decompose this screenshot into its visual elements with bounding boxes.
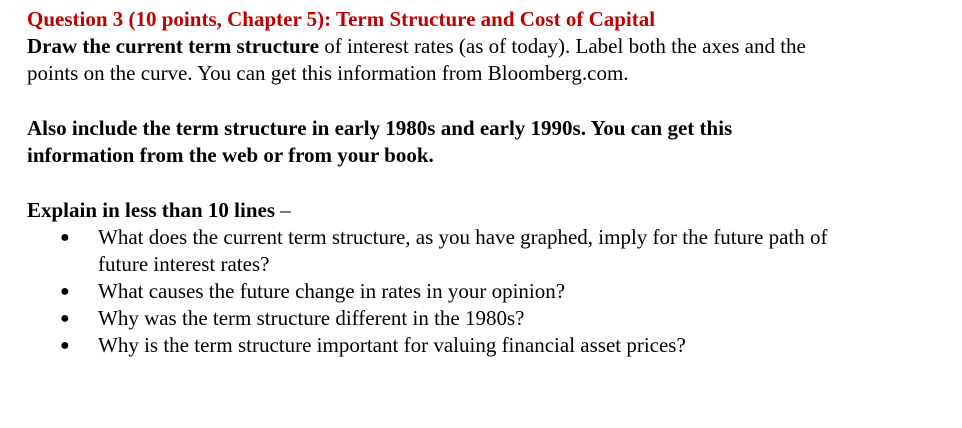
additional-instruction-line-1: Also include the term structure in early 1980s and early 1990s. You can get this [27, 116, 733, 140]
explain-heading-text: Explain in less than 10 lines [27, 198, 275, 222]
bullet-text-line: Why is the term structure important for valuing financial asset prices? [98, 333, 686, 357]
bullet-text-line: future interest rates? [98, 252, 270, 276]
explain-heading [27, 197, 947, 224]
bullet-icon: ● [60, 337, 70, 354]
explain-heading-dash: – [275, 198, 291, 222]
bullet-icon: ● [60, 310, 70, 327]
bullet-text-line: What does the current term structure, as you have graphed, imply for the future path of [98, 225, 828, 249]
instruction-line-2: points on the curve. You can get this information from Bloomberg.com. [27, 61, 629, 85]
bullet-item [27, 305, 947, 332]
bullet-item [27, 224, 947, 278]
instruction-line-1-rest: of interest rates (as of today). Label both the axes and the [318, 34, 806, 58]
bullet-icon: ● [60, 229, 70, 246]
bullet-text-line: Why was the term structure different in the 1980s? [98, 306, 525, 330]
question-bullet-list [27, 224, 947, 359]
bullet-item [27, 332, 947, 359]
paragraph-gap [27, 169, 947, 197]
bullet-item [27, 278, 947, 305]
bullet-icon: ● [60, 283, 70, 300]
bullet-text-line: What causes the future change in rates in your opinion? [98, 279, 566, 303]
question-document [27, 6, 947, 359]
question-heading: Question 3 (10 points, Chapter 5): Term Structure and Cost of Capital [27, 7, 656, 31]
paragraph-gap [27, 87, 947, 115]
instruction-bold-lead: Draw the current term structure [27, 34, 319, 58]
additional-instruction-line-2: information from the web or from your book. [27, 143, 434, 167]
instruction-line-1 [27, 33, 947, 60]
